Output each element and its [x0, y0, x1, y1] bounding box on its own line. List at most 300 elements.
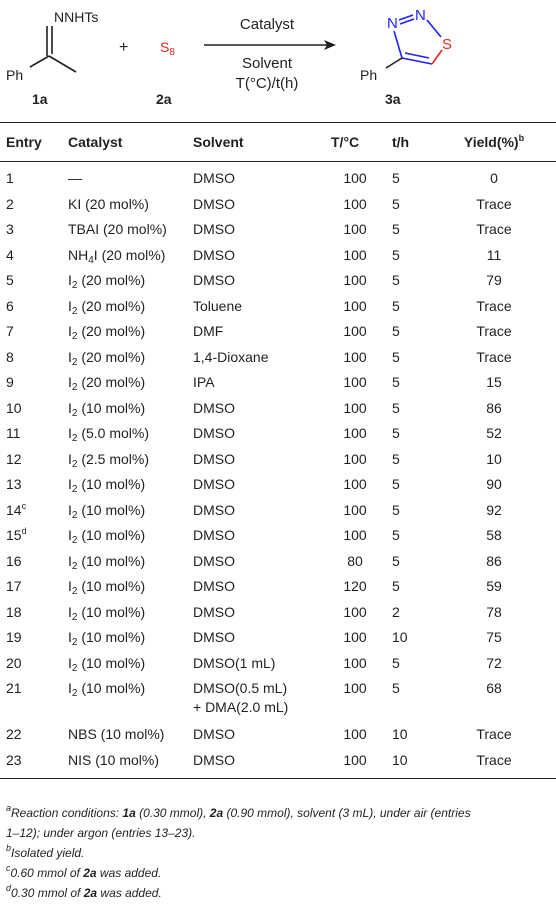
table-header-row [0, 123, 556, 162]
catalyst-amount: (5.0 mol%) [77, 425, 150, 441]
reactant-2a-label: 2a [156, 91, 172, 107]
cell-temperature: 100 [343, 527, 367, 543]
cell-time: 10 [392, 726, 408, 742]
cell-time: 5 [392, 246, 400, 263]
reactant-1a-label: 1a [32, 91, 48, 107]
header-yield-note: b [518, 133, 525, 143]
cell-solvent [193, 192, 323, 218]
footnote-c-compound: 2a [83, 866, 97, 880]
footnote-b-mark: b [6, 843, 12, 853]
entry-number: 1 [6, 170, 14, 186]
footnote-c [6, 863, 551, 883]
table-row [0, 370, 556, 396]
arrow-solvent-label: Solvent [241, 55, 293, 72]
entry-number: 10 [6, 399, 22, 416]
catalyst-base: I [68, 654, 72, 671]
entry-number: 2 [6, 195, 14, 212]
catalyst-subscript: 2 [71, 586, 78, 597]
catalyst-amount: (20 mol%) [77, 374, 146, 390]
catalyst-base: I [68, 272, 72, 288]
catalyst-base: I [68, 476, 72, 492]
cell-catalyst [68, 447, 193, 473]
table-row [0, 574, 556, 600]
catalyst-amount: (20 mol%) [77, 297, 146, 314]
cell-solvent [193, 549, 323, 575]
cell-solvent [193, 268, 323, 294]
cell-temperature: 100 [343, 221, 367, 237]
entry-note: d [21, 526, 27, 536]
reactant-1a-bond-methyl [49, 56, 76, 72]
catalyst-base: KI (20 mol%) [68, 195, 149, 212]
cell-yield: Trace [476, 221, 512, 237]
cell-time: 10 [392, 629, 408, 645]
catalyst-amount: (2.5 mol%) [77, 450, 150, 467]
cell-temperature: 100 [343, 654, 367, 671]
table-row [0, 625, 556, 651]
cell-catalyst [68, 600, 193, 626]
solvent-text: DMSO [193, 527, 235, 543]
solvent-text: DMSO [193, 170, 235, 186]
cell-entry [0, 192, 68, 218]
cell-time: 5 [392, 654, 400, 671]
cell-solvent [193, 498, 323, 524]
cell-catalyst [68, 192, 193, 218]
cell-solvent [193, 574, 323, 600]
catalyst-base: I [68, 450, 72, 467]
entry-number: 16 [6, 552, 22, 569]
cell-temperature: 100 [343, 501, 367, 518]
table-row [0, 294, 556, 320]
catalyst-amount: (10 mol%) [77, 399, 146, 416]
solvent-text: DMSO [193, 246, 235, 263]
cell-temperature: 100 [343, 680, 367, 696]
cell-catalyst [68, 217, 193, 243]
cell-entry [0, 345, 68, 371]
cell-yield: 86 [486, 399, 502, 416]
cell-time: 5 [392, 170, 400, 186]
cell-entry [0, 370, 68, 396]
catalyst-subscript: 2 [71, 305, 78, 317]
cell-catalyst [68, 676, 193, 722]
footnote-a [6, 803, 551, 823]
solvent-text: IPA [193, 374, 215, 390]
table-row [0, 421, 556, 447]
footnote-a-text-2: (0.30 mmol), [135, 806, 210, 820]
catalyst-amount: (10 mol%) [77, 654, 146, 671]
cell-entry [0, 217, 68, 243]
table-row [0, 472, 556, 498]
cell-yield: Trace [476, 195, 512, 212]
footnote-c-text-1: 0.60 mmol of [10, 866, 84, 880]
cell-time: 5 [392, 221, 400, 237]
catalyst-base: I [68, 399, 72, 416]
reactant-1a-bond-ph [30, 56, 49, 67]
solvent-text: DMSO [193, 726, 235, 742]
table-row [0, 498, 556, 524]
catalyst-subscript: 2 [71, 356, 78, 368]
header-catalyst: Catalyst [68, 123, 193, 162]
cell-entry [0, 472, 68, 498]
entry-number: 20 [6, 654, 22, 671]
solvent-text: DMSO [193, 450, 235, 467]
footnote-c-mark: c [6, 863, 11, 873]
entry-number: 19 [6, 629, 22, 645]
cell-yield: Trace [476, 348, 512, 365]
solvent-text: DMSO [193, 629, 235, 645]
footnote-a-mark: a [6, 803, 12, 813]
table-row [0, 268, 556, 294]
cell-catalyst [68, 421, 193, 447]
cell-time: 5 [392, 399, 400, 416]
solvent-text: DMSO [193, 195, 235, 212]
cell-yield: 58 [486, 527, 502, 543]
entry-number: 11 [6, 425, 21, 441]
entry-note: c [21, 500, 27, 511]
catalyst-amount: (10 mol%) [77, 629, 146, 645]
cell-entry [0, 748, 68, 779]
cell-solvent [193, 472, 323, 498]
cell-time: 5 [392, 552, 400, 569]
cell-yield: 11 [486, 246, 502, 263]
cell-time: 5 [392, 297, 400, 314]
catalyst-amount: (10 mol%) [77, 527, 146, 543]
cell-yield: 78 [486, 603, 502, 620]
solvent-text: DMF [193, 323, 224, 339]
cell-temperature: 100 [343, 476, 367, 492]
entry-number: 18 [6, 603, 22, 620]
footnote-a-compound-2a: 2a [209, 806, 224, 820]
cell-temperature: 100 [343, 272, 367, 288]
cell-time: 5 [392, 578, 400, 594]
cell-yield: Trace [476, 297, 512, 314]
catalyst-base: I [68, 552, 72, 569]
footnote-d-text-2: was added. [97, 886, 162, 900]
cell-entry [0, 294, 68, 320]
table-row [0, 651, 556, 677]
cell-time: 2 [392, 603, 400, 620]
entry-number: 22 [6, 726, 22, 742]
solvent-text: DMSO [193, 552, 235, 569]
cell-time: 5 [392, 323, 400, 339]
catalyst-subscript: 2 [71, 509, 78, 521]
cell-solvent [193, 600, 323, 626]
footnote-a-text-1: Reaction conditions: [11, 806, 123, 820]
solvent-text: Toluene [193, 297, 243, 314]
cell-solvent [193, 370, 323, 396]
cell-yield: 10 [486, 450, 502, 467]
plus-sign: + [119, 39, 129, 56]
entry-number: 13 [6, 476, 22, 492]
cell-catalyst [68, 370, 193, 396]
footnote-d [6, 883, 551, 903]
entry-number: 23 [6, 751, 22, 768]
catalyst-amount: (10 mol%) [77, 476, 146, 492]
cell-temperature: 100 [343, 170, 367, 186]
cell-entry [0, 498, 68, 524]
product-n2: N [415, 7, 426, 24]
cell-temperature: 100 [343, 629, 367, 645]
table-row [0, 600, 556, 626]
catalyst-amount: (10 mol%) [77, 578, 146, 594]
reactant-1a-ph: Ph [6, 67, 24, 83]
catalyst-subscript: 2 [71, 382, 78, 393]
catalyst-subscript: 2 [71, 688, 78, 699]
reaction-arrow [204, 16, 336, 92]
footnote-b [6, 843, 551, 863]
cell-time: 10 [387, 748, 450, 779]
catalyst-base: I [68, 297, 72, 314]
table-row [0, 345, 556, 371]
product-3a-label: 3a [385, 91, 401, 107]
header-yield-text: Yield(%) [463, 134, 519, 150]
catalyst-amount: (10 mol%) [77, 552, 146, 569]
solvent-text: 1,4-Dioxane [193, 348, 269, 365]
catalyst-subscript: 2 [71, 407, 78, 419]
cell-catalyst [68, 523, 193, 549]
cell-catalyst [68, 243, 193, 269]
table-row [0, 523, 556, 549]
cell-solvent [193, 676, 323, 722]
footnote-a-text-3: (0.90 mmol), solvent (3 mL), under air (entries [223, 806, 471, 820]
catalyst-base: I [68, 680, 72, 696]
cell-solvent [193, 651, 323, 677]
product-3a-structure [360, 7, 452, 107]
catalyst-subscript: 2 [71, 637, 78, 648]
solvent-text: DMSO [193, 578, 235, 594]
catalyst-amount: (20 mol%) [77, 348, 146, 365]
entry-number: 4 [6, 246, 14, 263]
entry-number: 14 [6, 501, 22, 518]
cell-temperature: 100 [343, 726, 367, 742]
solvent-text: DMSO [193, 272, 235, 288]
cell-entry [0, 625, 68, 651]
svg-text:S8 [160, 39, 175, 58]
cell-temperature: 100 [343, 297, 367, 314]
catalyst-base: NH [68, 246, 89, 263]
cell-catalyst [68, 498, 193, 524]
table-row [0, 396, 556, 422]
cell-entry [0, 319, 68, 345]
cell-yield: 72 [486, 654, 502, 671]
cell-catalyst [68, 472, 193, 498]
cell-entry [0, 523, 68, 549]
entry-number: 15 [6, 527, 22, 543]
header-time: t/h [387, 123, 450, 162]
entry-number: 7 [6, 323, 14, 339]
cell-solvent [193, 217, 323, 243]
product-n1: N [387, 15, 398, 32]
cell-yield: 59 [486, 578, 502, 594]
catalyst-base: I [68, 374, 72, 390]
cell-time: 5 [392, 501, 400, 518]
catalyst-base: I [68, 578, 72, 594]
catalyst-amount: (20 mol%) [77, 272, 146, 288]
reactant-2a-subscript: 8 [169, 47, 175, 58]
table-row [0, 549, 556, 575]
table-row [0, 748, 556, 779]
cell-time: 5 [392, 476, 400, 492]
cell-solvent [193, 162, 323, 192]
cell-entry [0, 549, 68, 575]
catalyst-base: I [68, 501, 72, 518]
cell-entry [0, 396, 68, 422]
cell-temperature: 100 [343, 425, 367, 441]
catalyst-subscript: 4 [88, 254, 94, 266]
table-row [0, 192, 556, 218]
cell-solvent [193, 523, 323, 549]
cell-time: 5 [392, 195, 400, 212]
cell-catalyst [68, 574, 193, 600]
footnote-d-text-1: 0.30 mmol of [11, 886, 84, 900]
product-ph: Ph [360, 67, 378, 83]
cell-temperature: 100 [343, 195, 367, 212]
catalyst-amount: I (20 mol%) [93, 246, 166, 263]
catalyst-amount: (10 mol%) [77, 680, 146, 696]
cell-yield: 90 [486, 476, 502, 492]
cell-catalyst [68, 748, 193, 779]
cell-entry [0, 243, 68, 269]
cell-catalyst [68, 625, 193, 651]
solvent-text: DMSO [193, 221, 235, 237]
arrow-catalyst-label: Catalyst [239, 16, 295, 33]
optimization-table-container [0, 122, 556, 779]
entry-number: 9 [6, 374, 14, 390]
table-row [0, 217, 556, 243]
optimization-table [0, 122, 556, 779]
catalyst-base: I [68, 527, 72, 543]
reactant-1a-nnhts: NNHTs [54, 9, 99, 25]
catalyst-amount: (10 mol%) [77, 501, 146, 518]
cell-solvent [193, 421, 323, 447]
cell-catalyst [68, 549, 193, 575]
footnote-a-compound-1a: 1a [122, 806, 136, 820]
cell-yield: 92 [486, 501, 502, 518]
footnote-b-text: Isolated yield. [11, 846, 85, 860]
cell-solvent [193, 625, 323, 651]
catalyst-base: — [68, 170, 82, 186]
cell-temperature: 120 [343, 578, 367, 594]
cell-time: 5 [392, 450, 400, 467]
cell-temperature: 100 [343, 603, 367, 620]
catalyst-subscript: 2 [71, 560, 78, 572]
solvent-text: DMSO [193, 399, 235, 416]
footnote-d-mark: d [6, 883, 12, 893]
cell-yield: Trace [476, 726, 512, 742]
cell-entry [0, 651, 68, 677]
cell-temperature: 100 [343, 450, 367, 467]
catalyst-base: I [68, 323, 72, 339]
cell-catalyst [68, 651, 193, 677]
cell-time: 5 [392, 425, 400, 441]
product-s: S [442, 36, 453, 53]
cell-catalyst [68, 319, 193, 345]
catalyst-base: NBS (10 mol%) [68, 726, 165, 742]
table-row [0, 676, 556, 722]
cell-solvent [193, 722, 323, 748]
header-temperature: T/°C [323, 123, 387, 162]
table-row [0, 162, 556, 192]
entry-number: 12 [6, 450, 22, 467]
catalyst-base: TBAI (20 mol%) [68, 221, 167, 237]
solvent-text: DMSO [193, 501, 235, 518]
catalyst-base: NIS (10 mol%) [68, 751, 160, 768]
cell-entry [0, 162, 68, 192]
cell-yield: 15 [486, 374, 502, 390]
cell-yield: Trace [476, 323, 512, 339]
solvent-text: DMSO [193, 476, 235, 492]
cell-solvent [193, 243, 323, 269]
reactant-1a-structure [6, 9, 98, 107]
solvent-text: DMSO [193, 425, 235, 441]
cell-temperature: 100 [343, 374, 367, 390]
catalyst-base: I [68, 425, 72, 441]
footnote-d-compound: 2a [83, 886, 98, 900]
cell-temperature: 100 [323, 748, 387, 779]
cell-yield: 52 [486, 425, 502, 441]
entry-number: 6 [6, 297, 14, 314]
cell-solvent [193, 294, 323, 320]
reaction-scheme [0, 0, 556, 112]
cell-catalyst [68, 294, 193, 320]
cell-catalyst [68, 162, 193, 192]
header-yield [450, 123, 556, 162]
catalyst-amount: (20 mol%) [77, 323, 146, 339]
cell-entry [0, 722, 68, 748]
solvent-text: DMSO [193, 751, 235, 768]
cell-entry [0, 600, 68, 626]
footnote-c-text-2: was added. [96, 866, 162, 880]
table-row [0, 319, 556, 345]
catalyst-subscript: 2 [71, 484, 78, 495]
cell-time: 5 [392, 348, 400, 365]
solvent-text: DMSO(0.5 mL) [193, 680, 288, 696]
cell-solvent [193, 447, 323, 473]
catalyst-subscript: 2 [71, 280, 78, 291]
catalyst-subscript: 2 [71, 611, 78, 623]
solvent-text: DMSO [193, 603, 235, 620]
cell-yield: 75 [486, 629, 502, 645]
cell-catalyst [68, 722, 193, 748]
cell-time: 5 [392, 680, 400, 696]
cell-catalyst [68, 268, 193, 294]
catalyst-base: I [68, 603, 72, 620]
reactant-2a [156, 39, 175, 107]
cell-entry [0, 574, 68, 600]
catalyst-subscript: 2 [71, 458, 78, 470]
cell-catalyst [68, 345, 193, 371]
cell-solvent [193, 319, 323, 345]
entry-number: 5 [6, 272, 14, 288]
catalyst-subscript: 2 [71, 662, 78, 674]
entry-number: 21 [6, 680, 22, 696]
entry-number: 8 [6, 348, 14, 365]
cell-yield: 86 [486, 552, 502, 569]
cell-catalyst [68, 396, 193, 422]
cell-solvent [193, 748, 323, 779]
cell-temperature: 100 [343, 399, 367, 416]
cell-time: 5 [392, 527, 400, 543]
cell-yield: 79 [486, 272, 502, 288]
solvent-text-line-2: + DMA(2.0 mL) [193, 698, 289, 715]
cell-temperature: 100 [343, 323, 367, 339]
table-row [0, 447, 556, 473]
catalyst-subscript: 2 [71, 535, 78, 546]
cell-entry [0, 268, 68, 294]
entry-number: 3 [6, 221, 14, 237]
table-row [0, 243, 556, 269]
cell-yield: Trace [450, 748, 556, 779]
footnote-a-line-2: 1–12); under argon (entries 13–23). [6, 826, 196, 840]
